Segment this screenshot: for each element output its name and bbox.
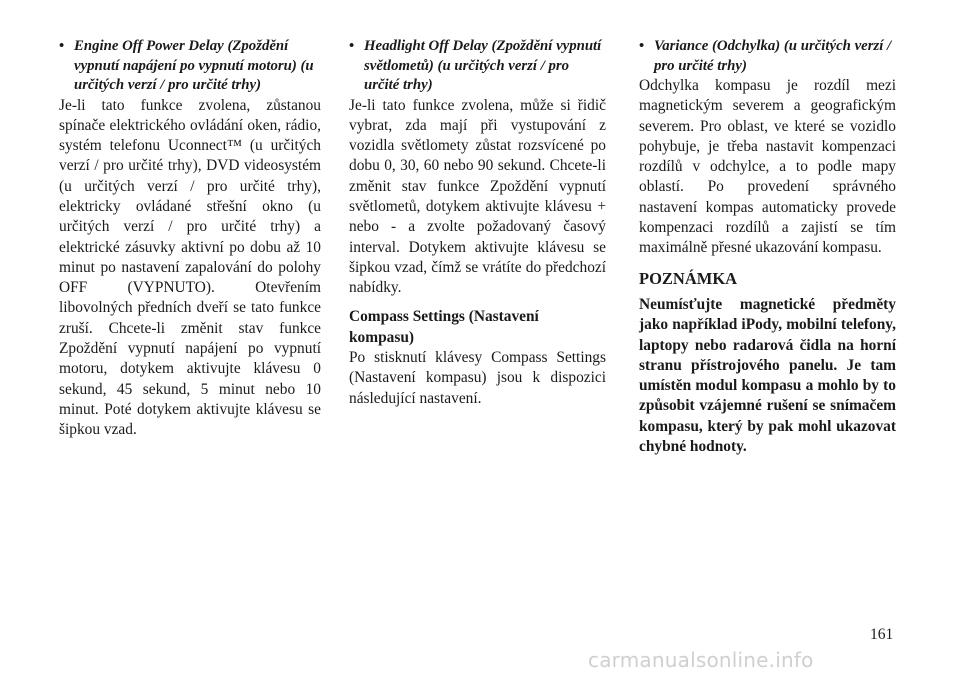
headlight-off-delay-text: Je-li tato funkce zvolena, může si řidič vybrat, zda mají při vystupování z vozidla světlomety zůstat rozsvícené po dobu 0, 30, 60 nebo 90 sekund. Chcete-li změnit stav funkce Zpoždění vypnutí světlometů, dotykem aktivujte klávesu + nebo - a zvolte požadovaný časový interval. Dotykem aktivujte klávesu se šipkou vzad, čímž se vrátíte do předchozí nabídky. xyxy=(349,96,606,297)
note-title: POZNÁMKA xyxy=(639,268,738,288)
page-number: 161 xyxy=(870,626,894,643)
compass-settings-text: Po stisknutí klávesy Compass Settings (Nastavení kompasu) jsou k dispozici následující nastavení. xyxy=(349,349,606,407)
column-right xyxy=(639,37,896,457)
variance-text: Odchylka kompasu je rozdíl mezi magnetickým severem a geografickým severem. Pro oblast, ve které se vozidlo pohybuje, je třeba nastavit kompenzaci rozdílů v odchylce, a to podle mapy oblastí. Po provedení správného nastavení kompas automaticky provede kompenzaci rozdílů a zajistí se tím maximálně přesné ukazování kompasu. xyxy=(639,77,896,257)
engine-off-power-delay-heading xyxy=(59,37,321,96)
engine-off-power-delay-text: Je-li tato funkce zvolena, zůstanou spínače elektrického ovládání oken, rádio, systém telefonu Uconnect™ (u určitých verzí / pro určité trhy), DVD videosystém (u určitých verzí / pro určité trhy), elektricky ovládané střešní okno (u určitých verzí / pro určité trhy) a elektrické zásuvky aktivní po dobu až 10 minut po nastavení zapalování do polohy OFF (VYPNUTO). Otevřením libovolných předních dveří se tato funkce zruší. Chcete-li změnit stav funkce Zpoždění vypnutí napájení po vypnutí motoru, dotykem aktivujte klávesu 0 sekund, 45 sekund, 5 minut nebo 10 minut. Poté dotykem aktivujte klávesu se šipkou vzad. xyxy=(59,96,321,439)
heading-text: Variance (Odchylka) (u určitých verzí / pro určité trhy) xyxy=(654,38,892,74)
heading-text: Headlight Off Delay (Zpoždění vypnutí světlometů) (u určitých verzí / pro určité trhy) xyxy=(364,38,602,93)
watermark: carmanualsonline.info xyxy=(588,648,814,672)
headlight-off-delay-heading xyxy=(349,37,606,96)
heading-text: Engine Off Power Delay (Zpoždění vypnutí napájení po vypnutí motoru) (u určitých verzí / pro určité trhy) xyxy=(74,38,314,93)
bullet-icon: • xyxy=(639,38,645,54)
column-middle xyxy=(349,37,606,409)
bullet-icon: • xyxy=(59,38,65,54)
variance-heading xyxy=(639,37,896,76)
compass-settings-heading: Compass Settings (Nastavení kompasu) xyxy=(349,308,539,346)
column-left xyxy=(59,37,321,441)
bullet-icon: • xyxy=(349,38,355,54)
note-text: Neumísťujte magnetické předměty jako například iPody, mobilní telefony, laptopy nebo radarová čidla na horní stranu přístrojového panelu. Je tam umístěn modul kompasu a mohlo by to způsobit vzájemné rušení se snímačem kompasu, který by pak mohl ukazovat chybné hodnoty. xyxy=(639,295,896,456)
